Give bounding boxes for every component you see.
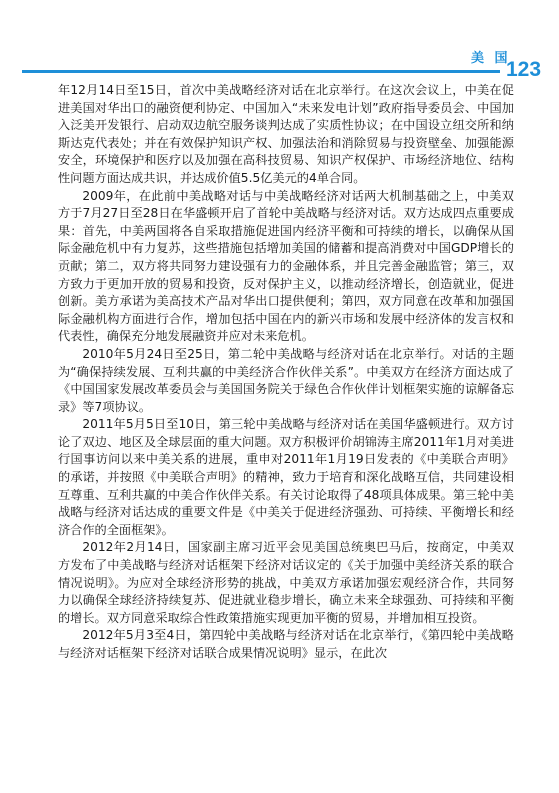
header-rule xyxy=(22,70,500,73)
paragraph-2012-feb: 2012年2月14日，国家副主席习近平会见美国总统奥巴马后，按商定，中美双方发布了中美战略与经济对话框架下经济对话议定的《关于加强中美经济关系的联合情况说明》。为应对全球经济形势的挑战，中美双方承诺加强宏观经济合作，共同努力以确保全球经济持续复苏、促进就业稳步增长，确立未来全球强劲、可持续和平衡的增长。双方同意采取综合性政策措施实现更加平衡的贸易，并增加相互投资。 xyxy=(58,540,514,625)
paragraph-continuation: 年12月14日至15日，首次中美战略经济对话在北京举行。在这次会议上，中美在促进美国对华出口的融资便利协定、中国加入“未来发电计划”政府指导委员会、中国加入泛美开发银行、启动双边航空服务谈判达成了实质性协议；在中国设立纽交所和纳斯达克代表处；并在有效保护知识产权、加强法治和消除贸易与投资壁垒、加强能源安全，环境保护和医疗以及加强在高科技贸易、知识产权保护、市场经济地位、结构性问题方面达成共识，并达成价值5.5亿美元的4单合同。 xyxy=(58,83,514,185)
page-number: 123 xyxy=(506,58,542,81)
body-text xyxy=(58,82,514,663)
paragraph-2011: 2011年5月5日至10日，第三轮中美战略与经济对话在美国华盛顿进行。双方讨论了双边、地区及全球层面的重大问题。双方积极评价胡锦涛主席2011年1月对美进行国事访问以来中美关系的进展，重申对2011年1月19日发表的《中美联合声明》的承诺，并按照《中美联合声明》的精神，致力于培育和深化战略互信，共同建设相互尊重、互利共赢的中美合作伙伴关系。有关讨论取得了48项具体成果。第三轮中美战略与经济对话达成的重要文件是《中美关于促进经济强劲、可持续、平衡增长和经济合作的全面框架》。 xyxy=(58,417,514,537)
paragraph-2009: 2009年，在此前中美战略对话与中美战略经济对话两大机制基础之上，中美双方于7月27日至28日在华盛顿开启了首轮中美战略与经济对话。双方达成四点重要成果：首先，中美两国将各自采取措施促进国内经济平衡和可持续的增长，以确保从国际金融危机中有力复苏，这些措施包括增加美国的储蓄和提高消费对中国GDP增长的贡献；第二，双方将共同努力建设强有力的金融体系，并且完善金融监管；第三，双方致力于更加开放的贸易和投资，反对保护主义，以推动经济增长，创造就业，促进创新。美方承诺为美高技术产品对华出口提供便利；第四，双方同意在改革和加强国际金融机构方面进行合作，增加包括中国在内的新兴市场和发展中经济体的发言权和代表性，确保充分地发展融资并应对未来危机。 xyxy=(58,188,514,344)
paragraph-2010: 2010年5月24日至25日，第二轮中美战略与经济对话在北京举行。对话的主题为“确保持续发展、互利共赢的中美经济合作伙伴关系”。中美双方在经济方面达成了《中国国家发展改革委员会与美国国务院关于绿色合作伙伴计划框架实施的谅解备忘录》等7项协议。 xyxy=(58,346,514,414)
running-header-title: 美 国 xyxy=(471,51,511,66)
paragraph-2012-may: 2012年5月3至4日，第四轮中美战略与经济对话在北京举行，《第四轮中美战略与经济对话框架下经济对话联合成果情况说明》显示，在此次 xyxy=(58,628,514,660)
